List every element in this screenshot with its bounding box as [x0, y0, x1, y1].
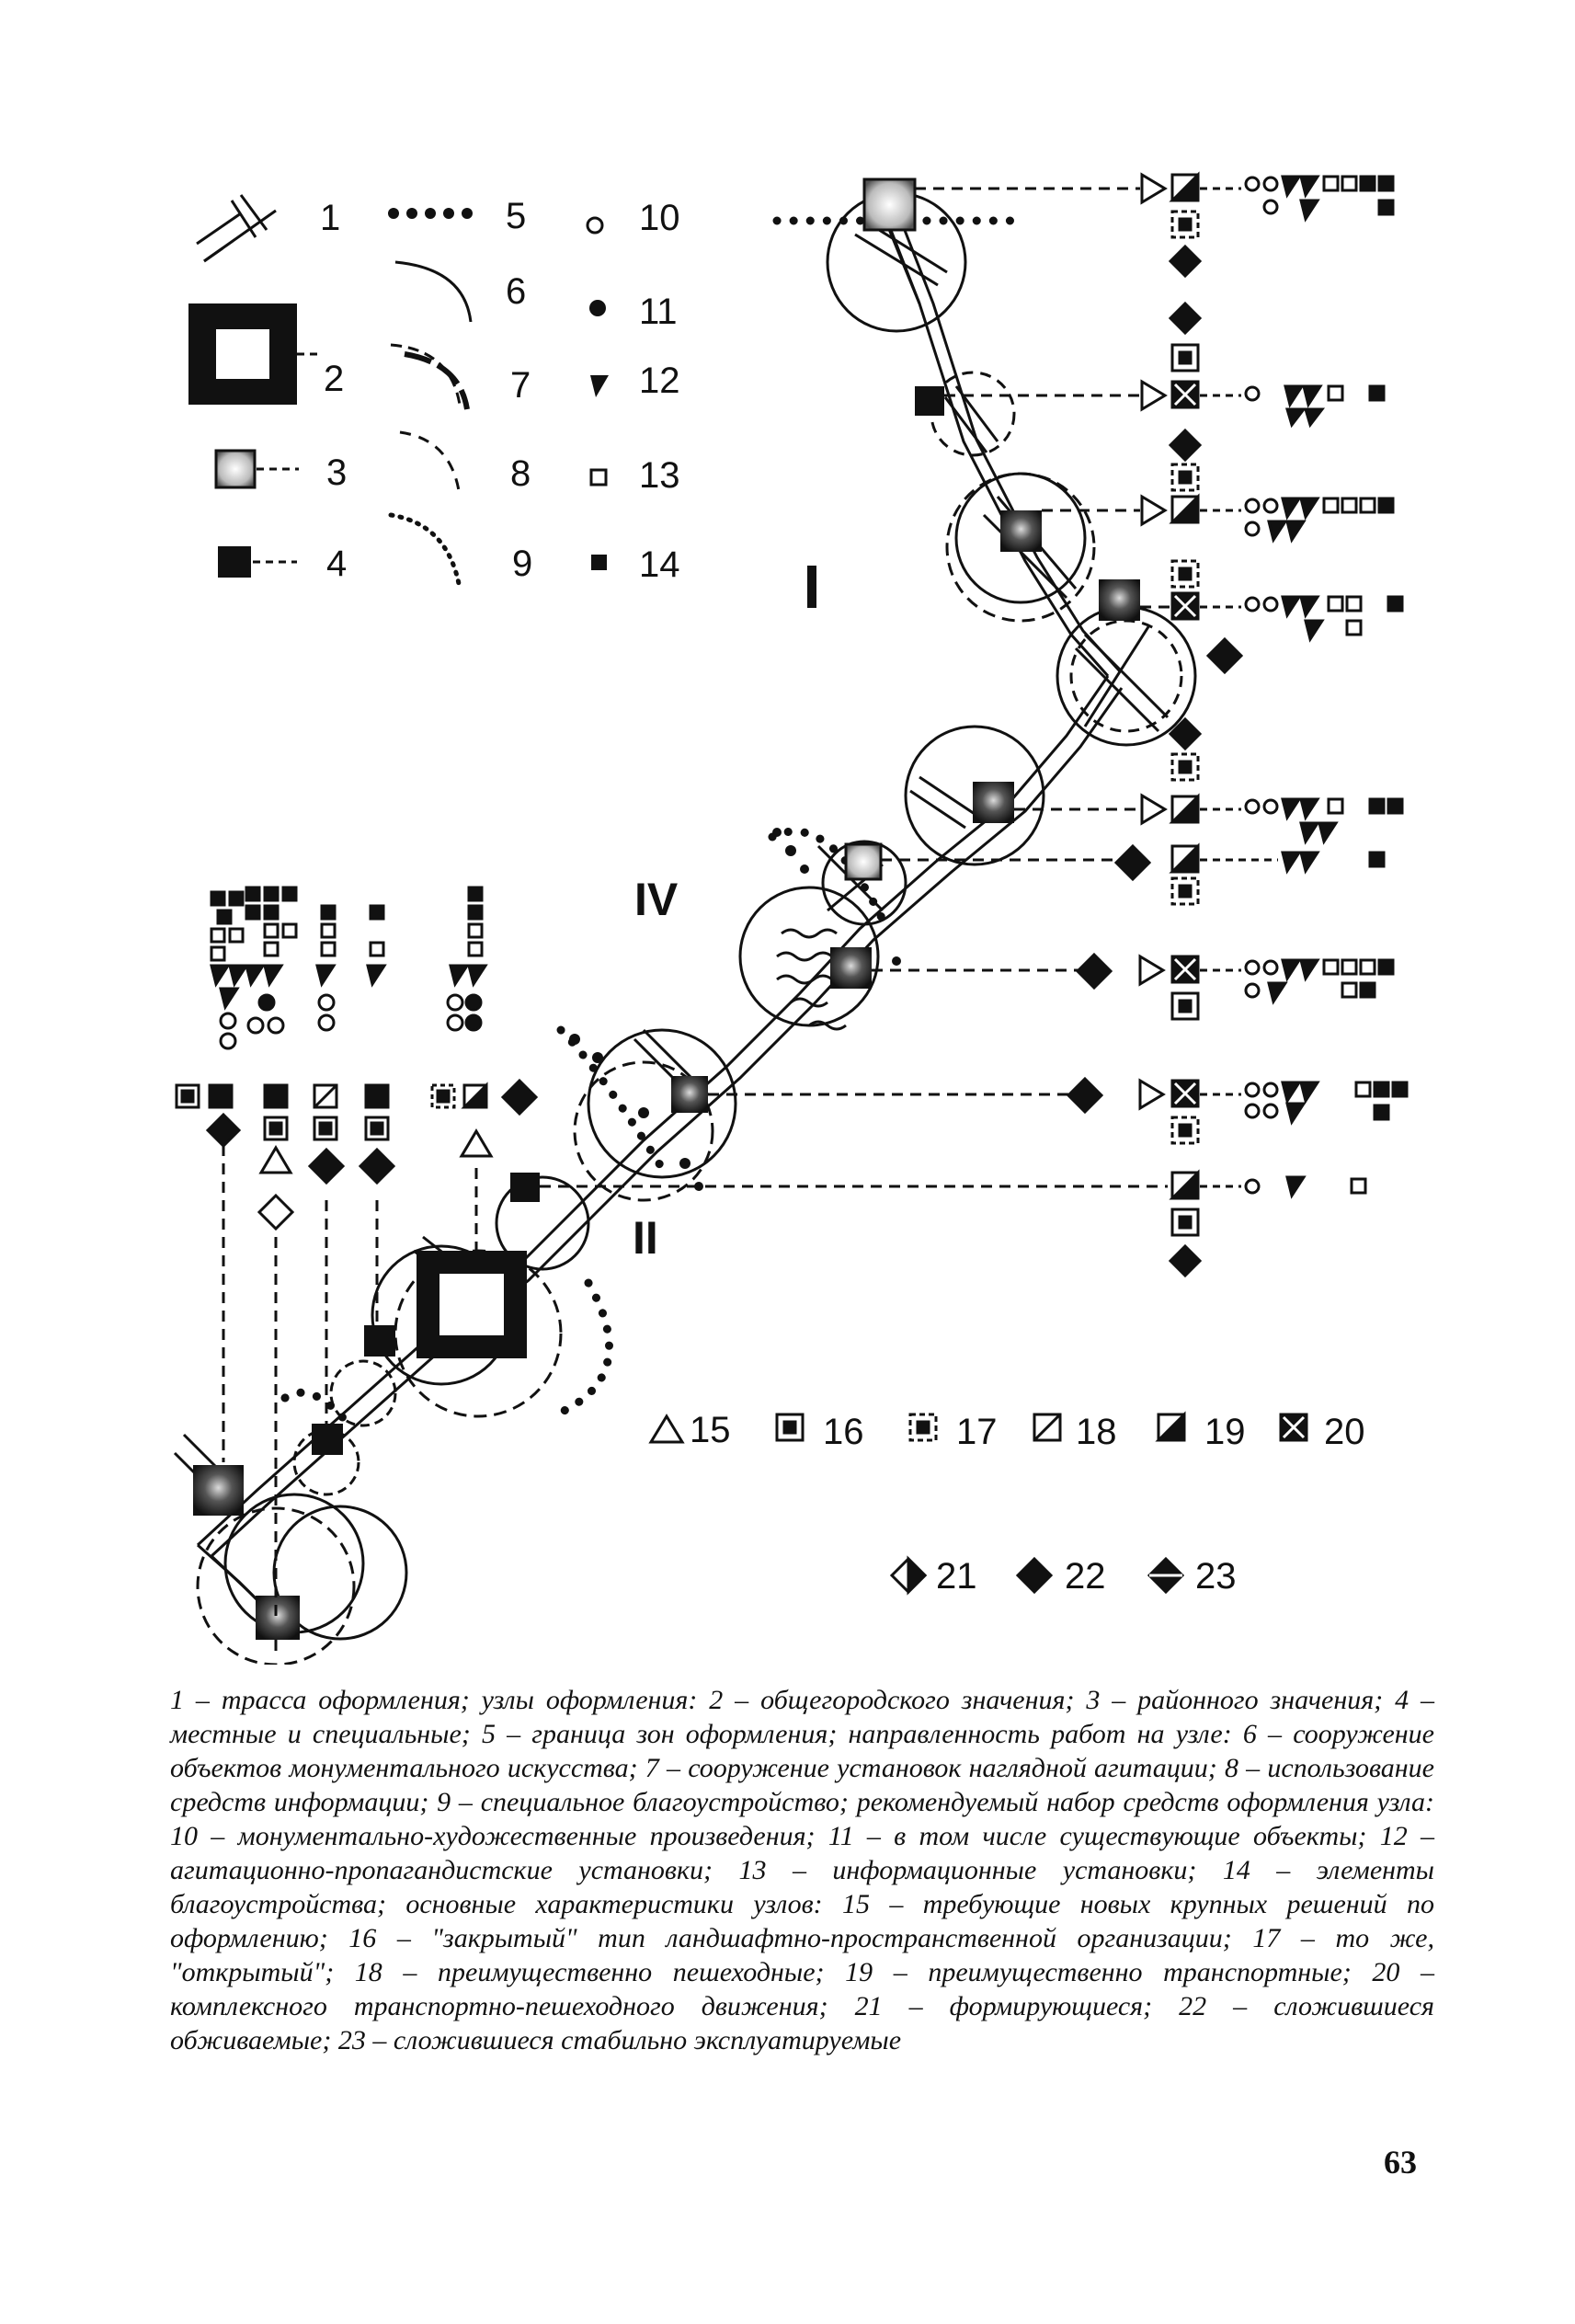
legend-label-12: 12	[639, 361, 680, 401]
legend-node-district-icon	[216, 451, 299, 487]
node-district	[671, 1076, 708, 1113]
legend-node-citywide-icon	[188, 303, 322, 405]
legend-label-17: 17	[956, 1412, 998, 1452]
triangle-icon	[651, 1416, 682, 1442]
toolset-row	[1200, 1082, 1407, 1122]
toolset-row	[1200, 386, 1384, 425]
node-local	[364, 1325, 395, 1357]
node-district	[846, 844, 881, 879]
node-district	[1099, 579, 1140, 621]
node-district	[864, 179, 915, 230]
legend-label-11: 11	[639, 292, 678, 332]
node-district	[830, 947, 872, 989]
legend-arc-agitation-icon	[391, 345, 467, 409]
left-toolset-columns	[177, 887, 536, 1229]
legend-label-7: 7	[510, 365, 531, 406]
legend-trace-icon	[197, 195, 276, 261]
legend-label-9: 9	[512, 544, 533, 584]
right-symbol-column	[1140, 175, 1165, 1108]
triangle-icon	[1140, 1081, 1163, 1108]
triangle-icon	[1142, 796, 1165, 823]
legend-arc-landscaping-icon	[391, 515, 460, 589]
zone-label-iv: IV	[634, 874, 679, 925]
legend-label-3: 3	[326, 452, 348, 493]
legend-label-20: 20	[1324, 1412, 1365, 1452]
open-type-icon-core	[918, 1422, 929, 1433]
triangle-icon	[1140, 956, 1163, 984]
toolset-column	[310, 906, 343, 1183]
legend-label-2: 2	[324, 359, 345, 399]
node-local	[510, 1173, 540, 1202]
lived-in-icon	[1018, 1559, 1051, 1592]
toolset-row	[1200, 853, 1384, 871]
node-district	[193, 1465, 244, 1516]
toolset-column	[432, 887, 536, 1156]
legend-label-8: 8	[510, 453, 531, 494]
toolset-row	[1200, 1177, 1365, 1196]
legend-label-22: 22	[1065, 1556, 1106, 1597]
node-district	[256, 1596, 300, 1640]
node-district	[973, 782, 1014, 823]
legend-zone-boundary-icon	[388, 208, 473, 219]
toolset-row	[1200, 799, 1402, 841]
legend-label-21: 21	[936, 1556, 977, 1597]
legend-label-6: 6	[506, 271, 527, 312]
triangle-icon	[1142, 382, 1165, 409]
legend-label-1: 1	[320, 198, 341, 238]
legend-label-10: 10	[639, 198, 680, 238]
node-local	[915, 386, 944, 416]
node-local	[312, 1424, 343, 1455]
legend-information-installations-icon	[591, 470, 606, 485]
toolset-column	[360, 906, 394, 1183]
legend-label-16: 16	[823, 1412, 864, 1452]
legend-node-local-icon	[218, 546, 297, 578]
triangle-icon	[1142, 175, 1165, 202]
toolset-row	[1200, 597, 1402, 639]
zone-marker-I	[807, 566, 816, 608]
legend-label-14: 14	[639, 544, 680, 585]
toolset-row	[1200, 960, 1393, 1002]
legend-agitation-installations-icon	[590, 375, 609, 397]
forming-icon-half	[908, 1559, 925, 1592]
legend-label-23: 23	[1195, 1556, 1237, 1597]
legend-monumental-art-icon	[588, 218, 602, 233]
node-citywide-inner	[439, 1274, 504, 1335]
legend-landscaping-elements-icon	[591, 555, 607, 570]
node-district	[1000, 510, 1042, 552]
legend-label-18: 18	[1076, 1412, 1117, 1452]
legend-label-4: 4	[326, 544, 348, 584]
toolset-row	[1200, 498, 1393, 540]
leader-lines-left	[223, 1127, 476, 1619]
triangle-icon	[1142, 497, 1165, 524]
toolset-column	[246, 887, 296, 1229]
page-number: 63	[1384, 2144, 1417, 2181]
legend-label-19: 19	[1204, 1412, 1246, 1452]
toolset-row	[1200, 177, 1393, 219]
legend-label-5: 5	[506, 196, 527, 236]
zone-label-ii: II	[633, 1212, 658, 1264]
toolset-column	[177, 892, 246, 1146]
closed-type-icon-core	[784, 1422, 795, 1433]
legend-label-15: 15	[690, 1410, 731, 1450]
legend-arc-monumental-icon	[395, 262, 471, 322]
legend-arc-information-icon	[400, 432, 460, 497]
legend-label-13: 13	[639, 455, 680, 496]
legend-existing-objects-icon	[589, 300, 606, 316]
figure-caption: 1 – трасса оформления; узлы оформления: 2 – общегородского значения; 3 – районного значения; 4 – местные и специальные; 5 – граница зон оформления; направленность работ на узле: 6 – сооружение объектов монументального искусства; 7 – сооружение установок наглядной агитации; 8 – использование средств информации; 9 – специальное благоустройство; рекомендуемый набор средств оформления узла: 10 – монументально-художественные произведения; 11 – в том числе существующие объекты; 12 – агитационно-пропагандистские установки; 13 – информационные установки; 14 – элементы благоустройства; основные характеристики узлов: 15 – требующие новых крупных решений по оформлению; 16 – "закрытый" тип ландшафтно-пространственной организации; 17 – то же, "открытый"; 18 – преимущественно пешеходные; 19 – преимущественно транспортные; 20 – комплексного транспортно-пешеходного движения; 21 – формирующиеся; 22 – сложившиеся обживаемые; 23 – сложившиеся стабильно эксплуатируемые	[170, 1685, 1434, 2055]
right-toolset-rows	[1200, 177, 1407, 1196]
characteristics-legend	[651, 1410, 1365, 1597]
